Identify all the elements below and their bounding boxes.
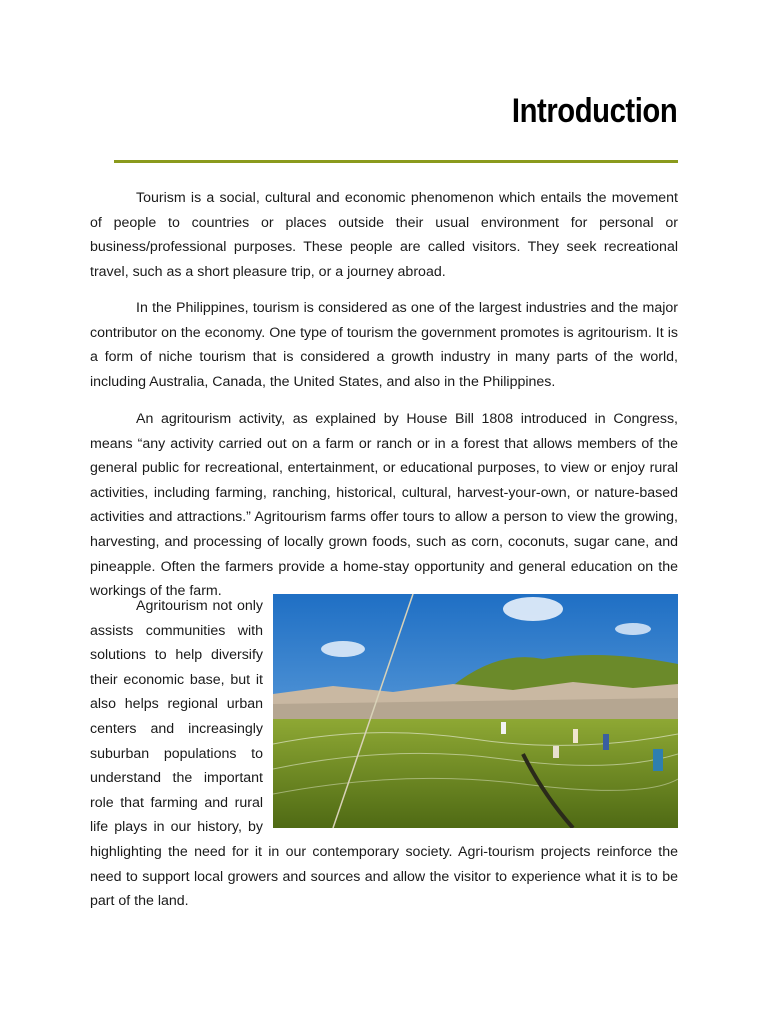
paragraph-3 xyxy=(90,407,678,604)
paragraph-text: Tourism is a social, cultural and economic phenomenon which entails the movement of people to countries or places outside their usual environment for personal or business/professional purposes. These people are called visitors. They seek recreational travel, such as a short pleasure trip, or a journey abroad. xyxy=(90,190,678,280)
page-title: Introduction xyxy=(511,92,677,130)
paragraph-text: An agritourism activity, as explained by House Bill 1808 introduced in Congress, means “any activity carried out on a farm or ranch or in a forest that allows members of the general public for recreational, entertainment, or educational purposes, to view or enjoy rural activities, including farming, ranching, historical, cultural, harvest-your-own, or nature-based activities and attractions.” Agritourism farms offer tours to allow a person to view the growing, harvesting, and processing of locally grown foods, such as corn, coconuts, sugar cane, and pineapple. Often the farmers provide a home-stay opportunity and general education on the workings of the farm. xyxy=(90,411,678,600)
paragraph-4-with-photo xyxy=(90,594,678,914)
paragraph-text: Agritourism not only assists communities with solutions to help diversify their economic base, but it also helps regional urban centers and increasingly suburban populations to understand the important role that farming and rural life plays in our history, by highlighting the need for it in our contemporary society. Agri-tourism projects reinforce the need to support local growers and sources and allow the visitor to experience what it is to be part of the land. xyxy=(90,598,678,910)
paragraph-2 xyxy=(90,296,678,394)
paragraph-1 xyxy=(90,186,678,284)
title-divider xyxy=(114,160,678,163)
paragraph-text: In the Philippines, tourism is considered as one of the largest industries and the major contributor on the economy. One type of tourism the government promotes is agritourism. It is a form of niche tourism that is considered a growth industry in many parts of the world, including Australia, Canada, the United States, and also in the Philippines. xyxy=(90,300,678,390)
farm-landscape-photo xyxy=(273,594,678,828)
